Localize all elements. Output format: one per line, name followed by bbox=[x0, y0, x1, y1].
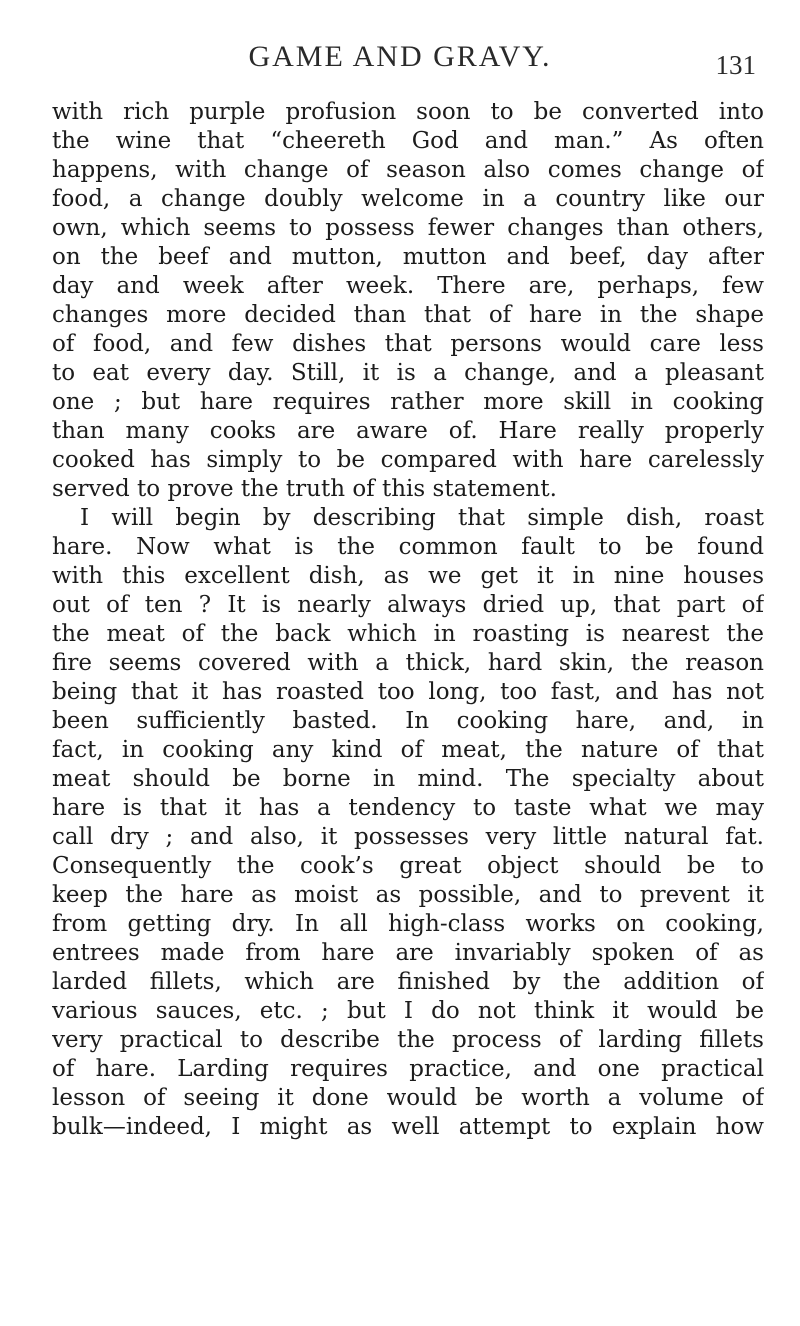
body-text bbox=[52, 98, 764, 1142]
text-line: food, a change doubly welcome in a country like our bbox=[52, 186, 764, 212]
text-line: of food, and few dishes that persons would care less bbox=[52, 331, 764, 357]
running-head bbox=[0, 40, 800, 80]
text-line: than many cooks are aware of. Hare really properly bbox=[52, 418, 764, 444]
text-line: meat should be borne in mind. The specialty about bbox=[52, 766, 764, 792]
text-line: been sufficiently basted. In cooking hare, and, in bbox=[52, 708, 764, 734]
text-line: happens, with change of season also comes change of bbox=[52, 157, 764, 183]
text-line: keep the hare as moist as possible, and to prevent it bbox=[52, 882, 764, 908]
text-line: changes more decided than that of hare in the shape bbox=[52, 302, 764, 328]
text-line: the meat of the back which in roasting is nearest the bbox=[52, 621, 764, 647]
text-line: to eat every day. Still, it is a change, and a pleasant bbox=[52, 360, 764, 386]
running-title: GAME AND GRAVY. bbox=[248, 40, 552, 73]
text-line: one ; but hare requires rather more skill in cooking bbox=[52, 389, 764, 415]
text-line: bulk—indeed, I might as well attempt to explain how bbox=[52, 1114, 764, 1140]
text-line: fire seems covered with a thick, hard skin, the reason bbox=[52, 650, 764, 676]
text-line: fact, in cooking any kind of meat, the nature of that bbox=[52, 737, 764, 763]
text-line: of hare. Larding requires practice, and one practical bbox=[52, 1056, 764, 1082]
text-line: out of ten ? It is nearly always dried up, that part of bbox=[52, 592, 764, 618]
text-line: from getting dry. In all high-class works on cooking, bbox=[52, 911, 764, 937]
text-line: Consequently the cook’s great object should be to bbox=[52, 853, 764, 879]
text-line: larded fillets, which are finished by the addition of bbox=[52, 969, 764, 995]
paragraph-start-line: I will begin by describing that simple dish, roast bbox=[80, 505, 764, 531]
text-line: the wine that “cheereth God and man.” As often bbox=[52, 128, 764, 154]
text-line: on the beef and mutton, mutton and beef, day after bbox=[52, 244, 764, 270]
text-line: hare. Now what is the common fault to be found bbox=[52, 534, 764, 560]
page-number: 131 bbox=[715, 50, 756, 80]
text-line: hare is that it has a tendency to taste what we may bbox=[52, 795, 764, 821]
text-line: with rich purple profusion soon to be converted into bbox=[52, 99, 764, 125]
text-line: with this excellent dish, as we get it in nine houses bbox=[52, 563, 764, 589]
text-line: cooked has simply to be compared with hare carelessly bbox=[52, 447, 764, 473]
text-line: lesson of seeing it done would be worth a volume of bbox=[52, 1085, 764, 1111]
text-line: own, which seems to possess fewer changes than others, bbox=[52, 215, 764, 241]
text-line: day and week after week. There are, perhaps, few bbox=[52, 273, 764, 299]
text-line: very practical to describe the process of larding fillets bbox=[52, 1027, 764, 1053]
text-line: served to prove the truth of this statement. bbox=[52, 476, 557, 502]
text-line: being that it has roasted too long, too fast, and has not bbox=[52, 679, 764, 705]
text-line: entrees made from hare are invariably spoken of as bbox=[52, 940, 764, 966]
text-line: call dry ; and also, it possesses very little natural fat. bbox=[52, 824, 764, 850]
text-line: various sauces, etc. ; but I do not think it would be bbox=[52, 998, 764, 1024]
